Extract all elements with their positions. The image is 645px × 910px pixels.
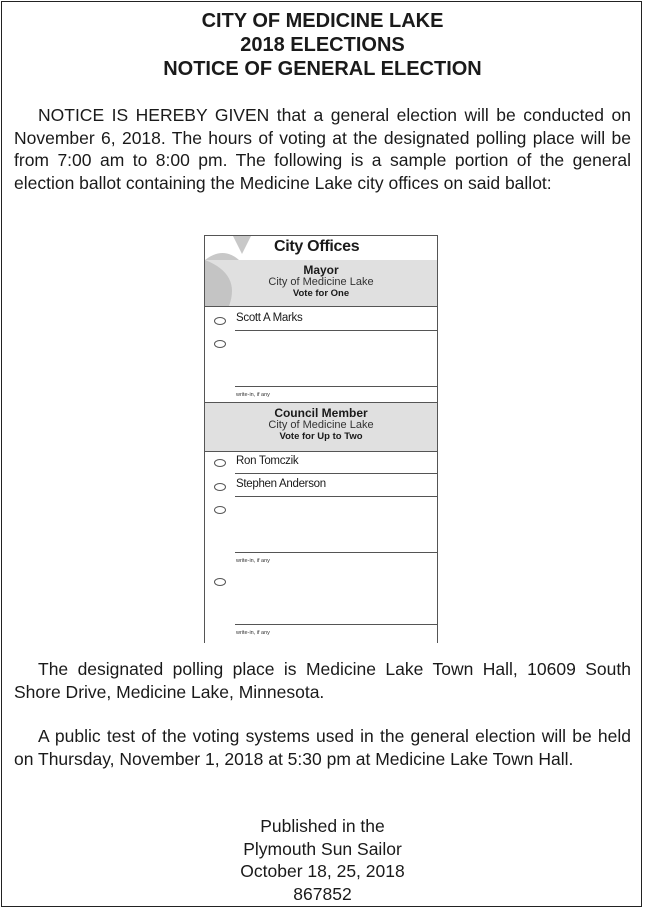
published-in-label: Published in the — [260, 816, 385, 836]
publication-info — [0, 815, 645, 905]
notice-paragraph: NOTICE IS HEREBY GIVEN that a general election will be conducted on November 6, 2018. The hours of voting at the designated polling place will be from 7:00 am to 8:00 pm. The following is a sample portion of the general election ballot containing the Medicine Lake city offices on said ballot: — [14, 105, 631, 193]
ballot-decoration-icon — [205, 236, 275, 260]
notice-number: 867852 — [293, 883, 352, 904]
council-jurisdiction: City of Medicine Lake — [268, 419, 374, 431]
candidate-name: Ron Tomczik — [236, 455, 299, 467]
candidate-scott-a-marks — [235, 308, 437, 331]
candidate-name: Stephen Anderson — [236, 478, 326, 490]
writein-oval[interactable] — [214, 506, 226, 514]
writein-line[interactable] — [235, 624, 437, 625]
council-office-name: Council Member — [274, 406, 368, 420]
writein-line[interactable] — [235, 552, 437, 553]
notice-title — [0, 9, 645, 81]
city-title: CITY OF MEDICINE LAKE — [201, 10, 444, 32]
writein-label: write-in, if any — [236, 630, 270, 636]
candidate-oval[interactable] — [214, 317, 226, 325]
newspaper-name: Plymouth Sun Sailor — [243, 838, 402, 859]
ballot-header — [205, 236, 437, 261]
sample-ballot — [204, 235, 438, 643]
candidate-ron-tomczik — [235, 451, 437, 474]
notice-heading: NOTICE OF GENERAL ELECTION — [163, 58, 482, 80]
public-test-paragraph: A public test of the voting systems used in the general election will be held on Thursday, November 1, 2018 at 5:30 pm at Medicine Lake Town Hall. — [14, 726, 631, 769]
mayor-jurisdiction: City of Medicine Lake — [268, 276, 374, 288]
publication-dates: October 18, 25, 2018 — [240, 861, 405, 881]
candidate-name: Scott A Marks — [236, 312, 303, 324]
writein-label: write-in, if any — [236, 558, 270, 564]
ballot-title: City Offices — [274, 238, 360, 255]
council-office-header — [205, 402, 437, 452]
writein-label: write-in, if any — [236, 392, 270, 398]
polling-place-paragraph: The designated polling place is Medicine Lake Town Hall, 10609 South Shore Drive, Medicine Lake, Minnesota. — [14, 659, 631, 702]
mayor-office-name: Mayor — [303, 263, 339, 277]
writein-oval[interactable] — [214, 340, 226, 348]
council-instruction: Vote for Up to Two — [279, 431, 363, 442]
candidate-oval[interactable] — [214, 459, 226, 467]
candidate-oval[interactable] — [214, 483, 226, 491]
candidate-stephen-anderson — [235, 474, 437, 497]
writein-line[interactable] — [235, 386, 437, 387]
mayor-instruction: Vote for One — [292, 288, 350, 299]
elections-title: 2018 ELECTIONS — [240, 34, 405, 56]
writein-oval[interactable] — [214, 578, 226, 586]
mayor-office-header — [205, 260, 437, 307]
